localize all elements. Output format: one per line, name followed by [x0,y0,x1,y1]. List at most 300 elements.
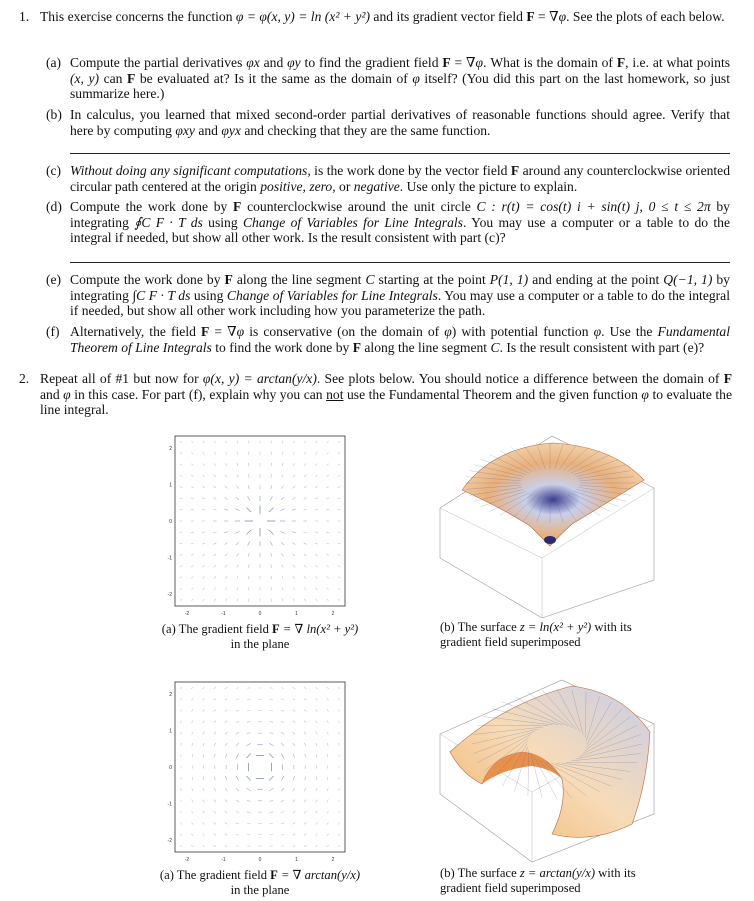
field-arrow [271,564,272,567]
y-tick-label: -1 [167,801,172,808]
field-arrow [203,452,205,454]
field-arrow [203,599,205,601]
x-tick-label: 1 [295,857,298,863]
m: φy [287,55,301,70]
field-arrow [315,543,318,544]
t: Compute the work done by [70,272,225,287]
field-arrow [225,565,227,568]
field-arrow [202,554,205,556]
field-arrow [225,743,227,746]
field-arrow [293,554,295,556]
field-arrow [338,599,340,601]
field-arrow [304,710,306,712]
y-tick-label: -2 [167,838,172,844]
m: Fundamental Theorem of Line Integrals [70,324,731,355]
x-tick-label: 2 [331,857,335,863]
m: C : r(t) = cos(t) i + sin(t) j, 0 ≤ t ≤ 2π [476,199,711,214]
field-arrow [327,822,329,824]
field-arrow [338,822,340,824]
field-arrow [246,753,251,758]
m: Change of Variables for Line Integrals [242,214,463,230]
field-arrow [282,474,284,477]
underlined-not: not [326,386,344,402]
field-arrow [237,576,238,579]
field-arrow [191,687,193,689]
field-arrow [225,475,227,478]
field-arrow [304,463,306,465]
field-arrow [338,800,339,803]
field-arrow [235,531,239,533]
y-tick-label: -2 [167,592,172,598]
field-arrow [225,800,227,802]
field-arrow [304,475,306,477]
surface-ln-plot [432,428,660,618]
field-arrow [180,464,182,466]
field-arrow [282,486,284,489]
field-arrow [304,441,305,443]
field-arrow [270,721,273,722]
t: Alternatively, the field [70,324,201,339]
t: Compute the work done by [70,199,234,214]
field-arrow [180,800,181,803]
t: gradient field superimposed [440,880,581,895]
vector-field-arrows [180,687,340,847]
m: φyx [221,122,241,138]
m: φ [63,386,71,402]
field-arrow [281,823,284,824]
field-arrow [235,509,239,511]
field-arrow [315,532,318,533]
field-arrow [304,811,306,813]
field-arrow [236,846,239,847]
field-arrow [226,441,227,444]
field-arrow [202,698,204,700]
plot-frame [175,436,345,606]
m: z = arctan(y/x) [519,866,596,880]
b: F [224,272,233,287]
part-d-text [70,199,730,246]
field-arrow [293,599,294,602]
t: , i.e. at what points [625,55,731,70]
field-arrow [202,475,204,477]
y-tick-label: 0 [169,519,172,525]
part-a-text [70,55,730,102]
field-arrow [327,811,329,813]
divider-1 [70,153,730,154]
field-arrow [180,834,182,836]
x-tick-label: 0 [258,857,262,863]
field-arrow [269,788,273,790]
field-arrow [293,811,296,813]
field-arrow [293,754,294,758]
part-b-label: (b) [46,107,62,122]
field-arrow [304,486,307,488]
field-arrow [225,587,226,590]
field-arrow [338,577,340,579]
surface-helicoid [450,686,650,837]
field-arrow [304,800,306,803]
field-arrow [282,565,284,568]
field-arrow [248,485,249,489]
field-arrow [236,788,239,791]
field-arrow [293,845,296,846]
field-arrow [293,486,295,488]
m: ∮C F · T ds [134,214,203,230]
m: Q(−1, 1) [663,272,713,287]
field-arrow [315,811,317,813]
field-arrow [339,788,340,791]
field-arrow [280,509,284,511]
part-e-label: (e) [46,272,62,287]
field-arrow [214,565,216,567]
field-arrow [180,554,183,555]
field-arrow [213,543,216,545]
field-arrow [225,811,228,813]
field-arrow [281,743,284,746]
field-arrow [214,463,216,465]
t: and [40,386,64,402]
field-arrow [293,463,295,466]
field-arrow [236,776,238,780]
t: itself? (You did this part on the last homework, so just summarize here.) [70,70,730,102]
field-arrow [236,732,239,734]
field-arrow [214,599,215,601]
field-arrow [202,486,205,488]
field-arrow [237,599,238,602]
field-arrow [271,553,272,557]
t: and [259,55,288,70]
b: F [233,199,242,214]
field-arrow [192,732,193,735]
caption-arctan-field [140,868,380,897]
field-arrow [246,507,251,512]
t: counterclockwise around the unit circle [241,199,477,214]
field-arrow [338,452,340,454]
field-arrow [225,463,227,466]
b: F [270,868,278,882]
m: φ(x, y) = arctan(y/x) [202,371,317,386]
field-arrow [203,588,205,590]
field-arrow [191,486,194,487]
field-arrow [327,845,329,847]
field-arrow [180,588,182,590]
field-arrow [281,721,284,723]
m: positive, zero, [260,178,336,194]
field-arrow [338,721,339,723]
field-arrow [269,733,273,734]
m: P(1, 1) [489,272,529,287]
problem-1-intro [40,9,732,25]
m: ∫C F · T ds [132,287,191,303]
field-arrow [214,777,215,780]
part-f-label: (f) [46,324,60,339]
b: F [723,371,733,386]
b: F [200,324,210,339]
part-e-text [70,272,730,319]
field-arrow [281,800,284,802]
field-arrow [281,846,284,847]
m: φx [246,55,260,70]
field-arrow [304,721,306,723]
field-arrow [271,576,272,579]
field-arrow [237,463,238,466]
field-arrow [224,532,228,533]
t: to find the work done by [211,339,353,355]
field-arrow [293,800,295,802]
field-arrow [180,732,181,735]
field-arrow [180,475,182,476]
m: = ∇ ln(x² + y²) [279,622,359,636]
field-arrow [214,576,216,578]
field-arrow [271,485,272,489]
caption-ln-field [140,622,380,651]
t: . What is the domain of [483,55,617,70]
field-arrow [315,554,318,556]
field-arrow [327,452,329,454]
axis-ticks [168,446,335,617]
field-arrow [293,565,295,568]
field-arrow [225,543,228,545]
t: = ∇ [450,55,476,70]
field-arrow [281,542,284,545]
field-arrow [338,732,339,735]
part-b-text [70,107,730,138]
t: in the plane [230,636,290,651]
field-arrow [237,587,238,590]
field-arrow [270,812,273,813]
field-arrow [338,588,340,590]
x-tick-label: -1 [221,857,226,863]
field-arrow [269,800,273,801]
field-arrow [236,486,238,489]
field-arrow [326,498,329,499]
field-arrow [202,565,204,567]
intro-math: φ [558,9,567,24]
field-arrow [315,486,318,488]
field-arrow [270,541,272,545]
y-tick-label: -1 [167,555,172,562]
field-arrow [203,721,205,723]
m: = ∇ arctan(y/x) [277,868,361,882]
field-arrow [203,777,204,780]
field-arrow [282,463,283,466]
field-arrow [327,599,329,601]
field-arrow [269,753,274,758]
field-arrow [304,732,306,735]
field-arrow [214,721,216,723]
x-tick-label: -2 [184,611,190,617]
field-arrow [292,543,295,545]
field-arrow [225,554,227,556]
field-arrow [338,554,341,555]
field-arrow [181,743,182,746]
t: . Use the [601,324,658,339]
field-arrow [282,587,283,590]
field-arrow [236,688,239,689]
t: (b) The surface [440,620,520,634]
field-arrow [282,441,283,444]
field-arrow [180,441,182,443]
t: Compute the partial derivatives [70,55,247,70]
field-arrow [225,497,228,499]
b: F [272,622,280,636]
field-arrow [327,788,328,791]
field-arrow [293,823,296,825]
t: and checking that they are the same function. [240,122,491,138]
t: is the work done by the vector field [310,163,511,178]
field-arrow [248,474,249,477]
field-arrow [293,721,296,723]
field-arrow [327,732,328,735]
t: can [99,70,127,86]
x-tick-label: 2 [331,611,335,617]
field-arrow [191,452,193,454]
b: F [616,55,626,70]
field-arrow [180,845,182,847]
field-arrow [192,743,193,746]
field-arrow [191,834,193,836]
field-arrow [327,441,329,443]
field-arrow [304,576,306,578]
m: (x, y) [70,70,100,86]
field-arrow [327,565,329,567]
field-arrow [281,732,284,734]
field-arrow [292,509,296,510]
field-arrow [247,733,251,734]
field-arrow [246,776,251,781]
t: to find the gradient field [300,55,443,70]
field-arrow [236,699,239,700]
field-arrow [316,588,318,590]
b: F [442,55,451,70]
field-arrow [191,498,194,499]
intro-text: = ∇ [534,9,559,24]
field-arrow [214,800,216,803]
field-arrow [281,688,284,689]
field-arrow [269,507,274,512]
t: in this case. For part (f), explain why you can [70,386,327,402]
field-arrow [292,497,295,499]
problem-2-number: 2. [19,371,30,386]
field-arrow [315,834,317,836]
field-arrow [214,732,216,735]
field-arrow [180,822,182,824]
field-arrow [203,441,205,443]
field-arrow [203,464,205,466]
field-arrow [246,530,251,535]
field-arrow [281,497,284,500]
m: negative [353,178,400,194]
field-arrow [315,710,317,712]
b: F [352,339,361,355]
field-arrow [214,698,216,700]
field-arrow [203,743,204,746]
field-arrow [192,788,193,791]
field-arrow [247,721,250,722]
field-arrow [191,577,193,579]
field-arrow [339,743,340,746]
field-arrow [293,834,296,835]
field-arrow [304,554,307,556]
field-arrow [236,823,239,824]
intro-text: This exercise concerns the function [40,9,236,24]
field-arrow [191,721,193,723]
field-arrow [327,721,329,723]
field-arrow [180,577,182,579]
field-arrow [214,811,216,813]
field-arrow [202,834,204,836]
field-arrow [316,800,318,803]
field-arrow [225,721,228,723]
field-arrow [304,543,307,545]
caption-ln-surface [440,620,680,649]
field-arrow [236,721,239,723]
field-arrow [281,710,284,711]
field-arrow [316,441,318,443]
part-a-label: (a) [46,55,62,70]
field-arrow [305,777,306,780]
field-arrow [247,823,250,824]
field-arrow [304,565,306,567]
x-tick-label: 0 [258,611,262,617]
t: by integrating [70,199,730,230]
field-arrow [237,565,239,568]
field-arrow [202,532,205,533]
field-arrow [214,845,216,846]
part-d-label: (d) [46,199,62,214]
intro-text: and its gradient vector field [370,9,527,24]
m: φ [444,324,452,339]
field-arrow [315,576,317,578]
field-arrow [214,743,216,746]
field-arrow [202,543,205,544]
field-arrow [180,721,181,723]
field-arrow [304,788,306,791]
b: F [127,70,136,86]
field-arrow [304,834,306,836]
field-arrow [327,698,329,700]
field-arrow [315,464,317,466]
field-arrow [225,732,227,734]
field-arrow [338,709,340,711]
field-arrow [236,710,239,711]
field-arrow [315,822,317,824]
field-arrow [214,475,216,477]
field-arrow [225,486,227,488]
t: Repeat all of #1 but now for [40,371,203,386]
field-arrow [214,710,216,712]
field-arrow [191,588,193,590]
field-arrow [304,588,306,590]
field-arrow [181,788,182,791]
t: In calculus, you learned that mixed second-order partial derivatives of reasonable functions should agree. Verify that here by computing [70,107,730,138]
field-arrow [191,543,194,544]
field-arrow [316,777,317,780]
field-arrow [237,474,239,477]
field-arrow [338,845,340,847]
field-arrow [225,699,228,700]
m: φ [236,324,245,339]
t: gradient field superimposed [440,634,581,649]
field-arrow [327,464,329,466]
field-arrow [270,710,273,711]
field-arrow [293,475,295,478]
t: along the line segment [232,272,366,287]
field-arrow [192,800,193,803]
field-arrow [203,576,205,578]
t: . See plots below. You should notice a difference between the domain of [316,371,724,386]
field-arrow [180,498,183,499]
